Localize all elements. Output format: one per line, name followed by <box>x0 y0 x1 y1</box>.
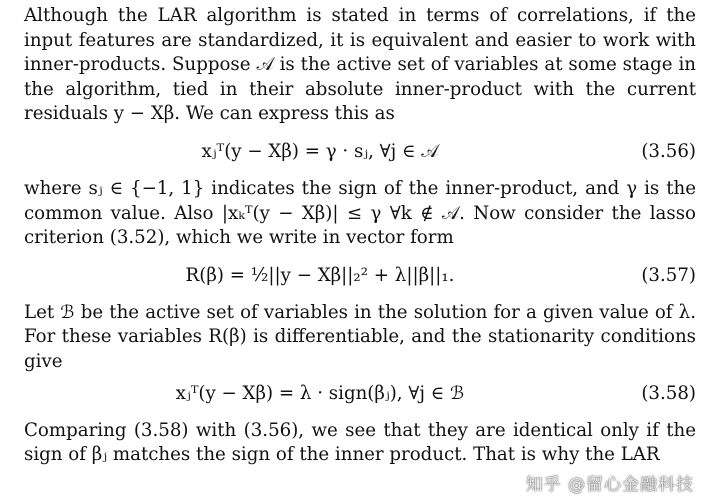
equation-3-56 <box>24 135 696 171</box>
equation-3-57-number: (3.57) <box>641 264 696 286</box>
equation-3-56-number: (3.56) <box>641 140 696 162</box>
equation-3-57 <box>24 259 696 295</box>
equation-3-58 <box>24 377 696 413</box>
paragraph-4: Comparing (3.58) with (3.56), we see that they are identical only if the sign of βⱼ matches the sign of the inner product. That is why the LAR <box>24 419 696 466</box>
equation-3-58-body: xⱼᵀ(y − Xβ) = λ · sign(βⱼ), ∀j ∈ ℬ <box>175 382 465 404</box>
equation-3-58-number: (3.58) <box>641 382 696 404</box>
paragraph-2: where sⱼ ∈ {−1, 1} indicates the sign of the inner-product, and γ is the common value. Also |xₖᵀ(y − Xβ)| ≤ γ ∀k ∉ 𝒜. Now consider the lasso criterion (3.52), which we write in vector form <box>24 177 696 249</box>
watermark: 知乎 @留心金融科技 <box>525 475 694 495</box>
paragraph-3: Let ℬ be the active set of variables in the solution for a given value of λ. For these variables R(β) is differentiable, and the stationarity conditions give <box>24 301 696 372</box>
equation-3-56-body: xⱼᵀ(y − Xβ) = γ · sⱼ, ∀j ∈ 𝒜 <box>201 140 439 162</box>
equation-3-57-body: R(β) = ½||y − Xβ||₂² + λ||β||₁. <box>185 264 455 286</box>
paragraph-1: Although the LAR algorithm is stated in terms of correlations, if the input features are standardized, it is equivalent and easier to work with inner-products. Suppose 𝒜 is the active set of variables at some stage in the algorithm, tied in their absolute inner-product with the current residuals y − Xβ. We can express this as <box>24 5 696 125</box>
paper-page <box>24 4 696 468</box>
